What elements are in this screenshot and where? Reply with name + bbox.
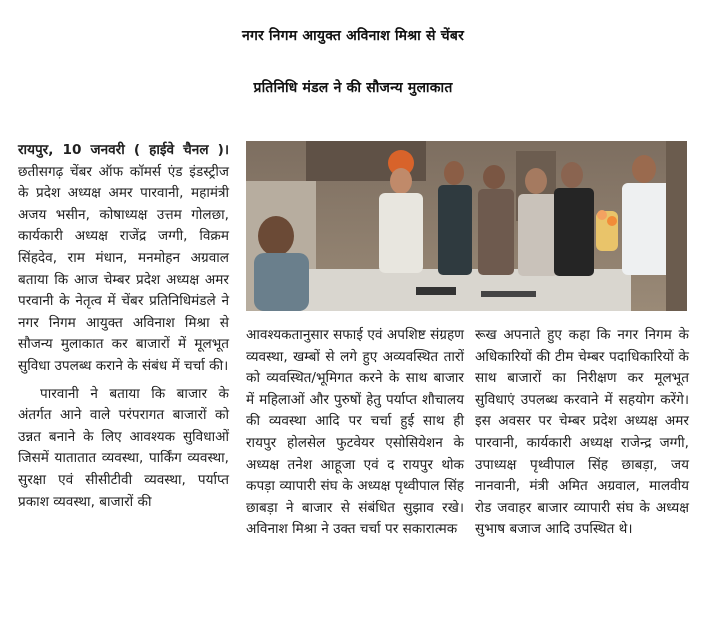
- bouquet-flower: [607, 216, 617, 226]
- person-body: [518, 194, 558, 276]
- headline-line-1: नगर निगम आयुक्त अविनाश मिश्रा से चेंबर: [241, 28, 464, 44]
- headline: [0, 10, 706, 114]
- headline-line-2: प्रतिनिधि मंडल ने की सौजन्य मुलाकात: [253, 80, 453, 96]
- person-body: [438, 185, 472, 275]
- news-photo: [246, 141, 687, 311]
- person-head: [525, 168, 547, 194]
- lead-text: छतीसगढ़ चेंबर ऑफ कॉमर्स एंड इंडस्ट्रीज के प्रदेश अध्यक्ष अमर पारवानी, महामंत्री अजय भसीन, कोषाध्यक्ष उत्तम गोलछा, कार्यकारी अध्यक्ष राजेंद्र जग्गी, विक्रम सिंहदेव, राम मंधान, मनमोहन अग्रवाल बताया कि आज चेम्बर प्रदेश अध्यक्ष अमर परवानी के नेतृत्व में चेंबर प्रतिनिधिमंडले ने नगर निगम आयुक्त अविनाश मिश्रा से सौजन्य मुलाकात कर बाजारों में मूलभूत सुविधा उपलब्ध कराने के संबंध में चर्चा की।: [18, 163, 229, 374]
- person-head: [561, 162, 583, 188]
- right-wall: [666, 141, 687, 311]
- article-paragraph-2: पारवानी ने बताया कि बाजार के अंतर्गत आने वाले परंपरागत बाजारों को उन्नत बनाने के लिए आवश्यक सुविधाओं जिसमें यातातात व्यवस्था, पार्किंग व्यवस्था, सुरक्षा एवं सीसीटीवी व्यवस्था, पर्याप्त प्रकाश व्यवस्था, बाजारों की: [18, 385, 229, 510]
- article-column-3: [475, 325, 689, 541]
- person-head: [483, 165, 505, 189]
- person-body: [554, 188, 594, 276]
- article-column-2: [246, 325, 464, 541]
- meeting-photo-illustration: [246, 141, 687, 311]
- article-column-1: [18, 140, 229, 513]
- person-body: [478, 189, 514, 275]
- person-head: [390, 168, 412, 194]
- person-body: [254, 253, 309, 311]
- person-head: [258, 216, 294, 256]
- person-body: [379, 193, 423, 273]
- table-item: [481, 291, 536, 297]
- person-head: [632, 155, 656, 183]
- article-paragraph-3: आवश्यकतानुसार सफाई एवं अपशिष्ट संग्रहण व्यवस्था, खम्बों से लगे हुए अव्यवस्थित तारों को व्यवस्थित/भूमिगत करने के साथ बाजार में महिलाओं और पुरुषों हेतु पर्याप्त शौचालय की व्यवस्था आदि पर चर्चा हुई साथ ही रायपुर होलसेल फुटवेयर एसोसियेशन के अध्यक्ष तनेश आहूजा एवं द रायपुर थोक कपड़ा व्यापारी संघ के अध्यक्ष पृथ्वीपाल सिंह छाबड़ा ने बाजार से संबंधित सुझाव रखे। अविनाश मिश्रा ने उक्त चर्चा पर सकारात्मक: [246, 327, 464, 538]
- dateline: रायपुर, 10 जनवरी ( हाईवे चैनल )।: [18, 142, 229, 158]
- article-paragraph-4: रूख अपनाते हुए कहा कि नगर निगम के अधिकारियों की टीम चेम्बर पदाधिकारियों के साथ बाजारों का निरीक्षण कर मूलभूत सुविधाएं उपलब्ध करवाने में सहयोग करेंगे। इस अवसर पर चेम्बर प्रदेश अध्यक्ष अमर पारवानी, कार्यकारी अध्यक्ष राजेन्द्र जग्गी, उपाध्यक्ष पृथ्वीपाल सिंह छाबड़ा, जय नानवानी, मंत्री अमित अग्रवाल, मालवीय रोड जवाहर बाजार व्यापारी संघ के अध्यक्ष सुभाष बजाज आदि उपस्थित थे।: [475, 327, 689, 538]
- table-item: [416, 287, 456, 295]
- bouquet-flower: [597, 210, 607, 220]
- person-head: [444, 161, 464, 185]
- article-paragraph-1: [18, 140, 229, 378]
- person-body: [622, 183, 672, 275]
